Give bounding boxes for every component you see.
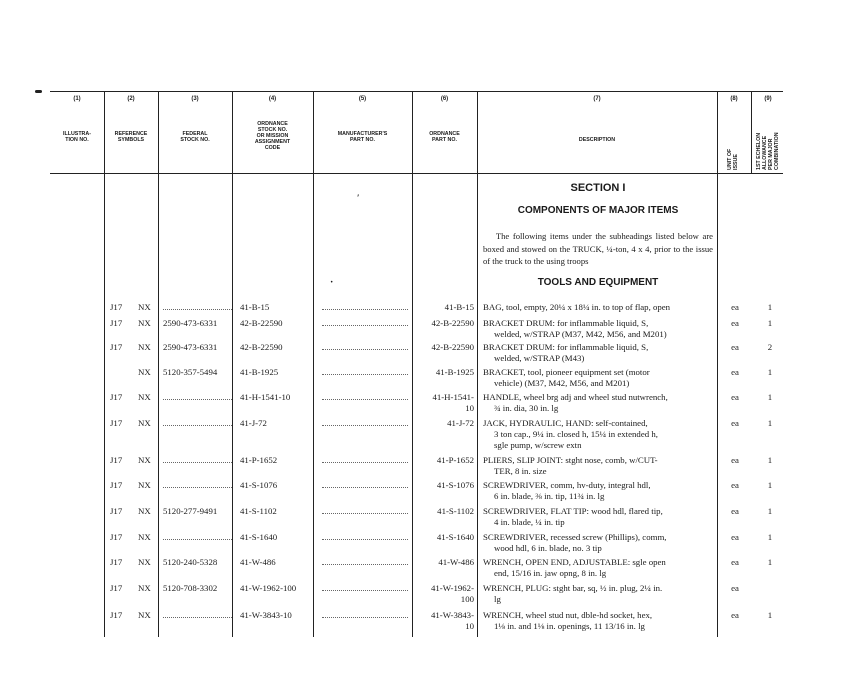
margin-mark [35, 90, 42, 93]
ordnance-part-no-line: 10 [465, 621, 474, 631]
ordnance-part-no-line: 41-W-486 [438, 557, 474, 567]
section-title: SECTION I [570, 182, 626, 194]
col-divider-3 [232, 91, 233, 637]
federal-stock-no: 2590-473-6331 [163, 318, 218, 328]
reference-symbol: NX [138, 532, 151, 542]
unit-of-issue: ea [731, 302, 739, 312]
reference-symbol: J17 [110, 610, 123, 620]
description-line: WRENCH, OPEN END, ADJUSTABLE: sgle open [483, 557, 666, 567]
reference-symbol: NX [138, 392, 151, 402]
manufacturers-part-no-blank [322, 557, 408, 565]
speck: · [330, 277, 334, 288]
federal-stock-no-blank [163, 418, 232, 426]
federal-stock-no: 5120-357-5494 [163, 367, 218, 377]
manufacturers-part-no-blank [322, 302, 408, 310]
header-ordnance-part-no: ORDNANCE PART NO. [429, 131, 460, 143]
col-number-6: (6) [440, 96, 449, 102]
ordnance-stock-no: 41-P-1652 [240, 455, 278, 465]
ordnance-stock-no: 41-J-72 [240, 418, 267, 428]
allowance-qty: 1 [767, 532, 773, 542]
ordnance-part-no [420, 367, 474, 378]
reference-symbol: J17 [110, 455, 123, 465]
reference-symbol: J17 [110, 302, 123, 312]
reference-symbol: NX [138, 480, 151, 490]
ordnance-stock-no: 41-H-1541-10 [240, 392, 291, 402]
ordnance-part-no-line: 41-S-1076 [436, 480, 474, 490]
allowance-qty: 1 [767, 367, 773, 377]
col-number-7: (7) [593, 96, 601, 102]
description-line: sgle pump, w/screw extn [494, 440, 582, 450]
header-allowance: 1ST ECHELON ALLOWANCE PER MAJOR COMBINATION [756, 132, 780, 170]
federal-stock-no-blank [163, 302, 232, 310]
reference-symbol: NX [138, 455, 151, 465]
manufacturers-part-no-blank [322, 342, 408, 350]
header-manufacturers-part-no: MANUFACTURER'S PART NO. [337, 131, 388, 143]
ordnance-part-no-line: 41-S-1640 [436, 532, 474, 542]
ordnance-part-no-line: 10 [465, 403, 474, 413]
reference-symbol: NX [138, 583, 151, 593]
col-number-9: (9) [764, 96, 772, 102]
allowance-qty: 1 [767, 392, 773, 402]
description-line: vehicle) (M37, M42, M56, and M201) [494, 378, 630, 388]
reference-symbol: NX [138, 506, 151, 516]
reference-symbol: NX [138, 302, 151, 312]
ordnance-part-no [420, 455, 474, 466]
description-line: PLIERS, SLIP JOINT: stght nose, comb, w/CUT- [483, 455, 658, 465]
unit-of-issue: ea [731, 610, 739, 620]
reference-symbol: NX [138, 342, 151, 352]
allowance-qty: 1 [767, 318, 773, 328]
ordnance-part-no-line: 41-S-1102 [437, 506, 474, 516]
reference-symbol: J17 [110, 392, 123, 402]
ordnance-part-no-line: 41-W-1962- [431, 583, 474, 593]
col-divider-6 [477, 91, 478, 637]
reference-symbol: NX [138, 610, 151, 620]
description-line: WRENCH, wheel stud nut, dble-hd socket, hex, [483, 610, 653, 620]
unit-of-issue: ea [731, 455, 739, 465]
manufacturers-part-no-blank [322, 367, 408, 375]
federal-stock-no-blank [163, 392, 232, 400]
description [483, 392, 714, 414]
federal-stock-no-blank [163, 532, 232, 540]
ordnance-stock-no: 41-W-486 [240, 557, 276, 567]
ordnance-stock-no: 41-B-15 [240, 302, 270, 312]
ordnance-part-no-line: 41-B-15 [444, 302, 474, 312]
manufacturers-part-no-blank [322, 480, 408, 488]
header-unit-of-issue: UNIT OF ISSUE [727, 148, 739, 170]
section-intro: The following items under the subheadings listed below are boxed and stowed on the TRUCK, ¼-ton, 4 x 4, prior to the issue of the truck to the using troops [483, 231, 713, 266]
description-line: welded, w/STRAP (M37, M42, M56, and M201) [494, 329, 667, 339]
col-number-8: (8) [730, 96, 738, 102]
col-divider-5 [412, 91, 413, 637]
unit-of-issue: ea [731, 480, 739, 490]
ordnance-part-no [420, 506, 474, 517]
reference-symbol: J17 [110, 583, 123, 593]
group-title: TOOLS AND EQUIPMENT [537, 277, 659, 288]
reference-symbol: J17 [110, 418, 123, 428]
manufacturers-part-no-blank [322, 455, 408, 463]
description-line: end, 15/16 in. jaw opng, 8 in. lg [494, 568, 607, 578]
ordnance-part-no [420, 302, 474, 313]
description-line: lg [494, 594, 501, 604]
ordnance-part-no-line: 41-H-1541- [432, 392, 474, 402]
description-line: TER, 8 in. size [494, 466, 547, 476]
ordnance-part-no [420, 392, 474, 414]
ordnance-stock-no: 41-B-1925 [240, 367, 279, 377]
description [483, 318, 714, 340]
manufacturers-part-no-blank [322, 392, 408, 400]
federal-stock-no: 5120-277-9491 [163, 506, 218, 516]
allowance-qty: 1 [767, 418, 773, 428]
ordnance-part-no [420, 342, 474, 353]
description [483, 342, 714, 364]
description [483, 583, 714, 605]
header-federal-stock-no: FEDERAL STOCK NO. [180, 131, 210, 143]
header-reference-symbols: REFERENCE SYMBOLS [114, 131, 148, 143]
reference-symbol: NX [138, 557, 151, 567]
description-line: BRACKET DRUM: for inflammable liquid, S, [483, 342, 649, 352]
description-line: SCREWDRIVER, FLAT TIP: wood hdl, flared tip, [483, 506, 663, 516]
col-divider-7 [717, 91, 718, 637]
description-line: BAG, tool, empty, 20¼ x 18¼ in. to top of flap, open [483, 302, 671, 312]
speck: ′ [357, 193, 360, 203]
description [483, 302, 714, 313]
unit-of-issue: ea [731, 557, 739, 567]
col-divider-2 [158, 91, 159, 637]
unit-of-issue: ea [731, 583, 739, 593]
description-line: WRENCH, PLUG: stght bar, sq, ½ in. plug, 2¼ in. [483, 583, 663, 593]
allowance-qty: 1 [767, 480, 773, 490]
ordnance-stock-no: 42-B-22590 [240, 318, 283, 328]
header-description: DESCRIPTION [578, 137, 616, 143]
description-line: JACK, HYDRAULIC, HAND: self-contained, [483, 418, 648, 428]
unit-of-issue: ea [731, 532, 739, 542]
ordnance-part-no [420, 318, 474, 329]
description-line: 3 ton cap., 9¼ in. closed h, 15¼ in extended h, [494, 429, 658, 439]
description-line: SCREWDRIVER, recessed screw (Phillips), comm, [483, 532, 667, 542]
unit-of-issue: ea [731, 418, 739, 428]
reference-symbol: J17 [110, 480, 123, 490]
col-number-5: (5) [358, 96, 367, 102]
manufacturers-part-no-blank [322, 583, 408, 591]
ordnance-stock-no: 41-W-3843-10 [240, 610, 292, 620]
ordnance-part-no [420, 583, 474, 605]
reference-symbol: NX [138, 418, 151, 428]
ordnance-part-no [420, 418, 474, 429]
description-line: wood hdl, 6 in. blade, no. 3 tip [494, 543, 602, 553]
allowance-qty: 1 [767, 557, 773, 567]
ordnance-part-no-line: 42-B-22590 [431, 318, 474, 328]
manufacturers-part-no-blank [322, 318, 408, 326]
unit-of-issue: ea [731, 342, 739, 352]
description [483, 480, 714, 502]
description-line: BRACKET DRUM: for inflammable liquid, S, [483, 318, 649, 328]
header-illustration-no: ILLUSTRA- TION NO. [63, 131, 91, 143]
manufacturers-part-no-blank [322, 506, 408, 514]
manufacturers-part-no-blank [322, 418, 408, 426]
description [483, 557, 714, 579]
col-divider-1 [104, 91, 105, 637]
allowance-qty: 1 [767, 610, 773, 620]
ordnance-part-no [420, 557, 474, 568]
description [483, 367, 714, 389]
federal-stock-no: 2590-473-6331 [163, 342, 218, 352]
ordnance-part-no-line: 41-W-3843- [431, 610, 474, 620]
ordnance-part-no-line: 42-B-22590 [431, 342, 474, 352]
reference-symbol: J17 [110, 532, 123, 542]
ordnance-stock-no: 41-S-1640 [240, 532, 278, 542]
col-number-4: (4) [268, 96, 277, 102]
federal-stock-no: 5120-240-5328 [163, 557, 218, 567]
allowance-qty: 1 [767, 506, 773, 516]
col-number-1: (1) [73, 96, 81, 102]
federal-stock-no-blank [163, 480, 232, 488]
col-number-2: (2) [127, 96, 135, 102]
reference-symbol: NX [138, 318, 151, 328]
header-bottom-rule [50, 173, 783, 174]
allowance-qty: 2 [767, 342, 773, 352]
description-line: BRACKET, tool, pioneer equipment set (motor [483, 367, 650, 377]
description-line: 1⅛ in. and 1⅛ in. openings, 11 13/16 in. lg [494, 621, 645, 631]
manufacturers-part-no-blank [322, 610, 408, 618]
allowance-qty: 1 [767, 455, 773, 465]
allowance-qty: 1 [767, 302, 773, 312]
description-line: 6 in. blade, ⅜ in. tip, 11¾ in. lg [494, 491, 605, 501]
federal-stock-no-blank [163, 610, 232, 618]
unit-of-issue: ea [731, 367, 739, 377]
federal-stock-no: 5120-708-3302 [163, 583, 218, 593]
ordnance-part-no-line: 41-B-1925 [435, 367, 474, 377]
col-divider-4 [313, 91, 314, 637]
table-top-rule [50, 91, 783, 92]
reference-symbol: NX [138, 367, 151, 377]
ordnance-part-no-line: 41-P-1652 [436, 455, 474, 465]
col-divider-8 [751, 91, 752, 173]
description [483, 610, 714, 632]
description [483, 418, 714, 451]
unit-of-issue: ea [731, 392, 739, 402]
section-subtitle: COMPONENTS OF MAJOR ITEMS [517, 205, 679, 216]
ordnance-part-no [420, 610, 474, 632]
ordnance-part-no-line: 100 [460, 594, 474, 604]
federal-stock-no-blank [163, 455, 232, 463]
reference-symbol: J17 [110, 557, 123, 567]
ordnance-stock-no: 41-S-1102 [240, 506, 277, 516]
description-line: SCREWDRIVER, comm, hv-duty, integral hdl, [483, 480, 651, 490]
ordnance-stock-no: 42-B-22590 [240, 342, 283, 352]
unit-of-issue: ea [731, 506, 739, 516]
description [483, 506, 714, 528]
reference-symbol: J17 [110, 506, 123, 516]
description-line: 4 in. blade, ¼ in. tip [494, 517, 565, 527]
header-ordnance-stock-no: ORDNANCE STOCK NO. OR MISSION ASSIGNMENT CODE [254, 121, 291, 151]
ordnance-part-no [420, 480, 474, 491]
description-line: ¾ in. dia, 30 in. lg [494, 403, 559, 413]
manufacturers-part-no-blank [322, 532, 408, 540]
ordnance-part-no-line: 41-J-72 [447, 418, 474, 428]
reference-symbol: J17 [110, 318, 123, 328]
description [483, 532, 714, 554]
col-number-3: (3) [191, 96, 199, 102]
description-line: HANDLE, wheel brg adj and wheel stud nutwrench, [483, 392, 668, 402]
reference-symbol: J17 [110, 342, 123, 352]
description-line: welded, w/STRAP (M43) [494, 353, 585, 363]
ordnance-part-no [420, 532, 474, 543]
ordnance-stock-no: 41-S-1076 [240, 480, 278, 490]
description [483, 455, 714, 477]
ordnance-stock-no: 41-W-1962-100 [240, 583, 297, 593]
unit-of-issue: ea [731, 318, 739, 328]
